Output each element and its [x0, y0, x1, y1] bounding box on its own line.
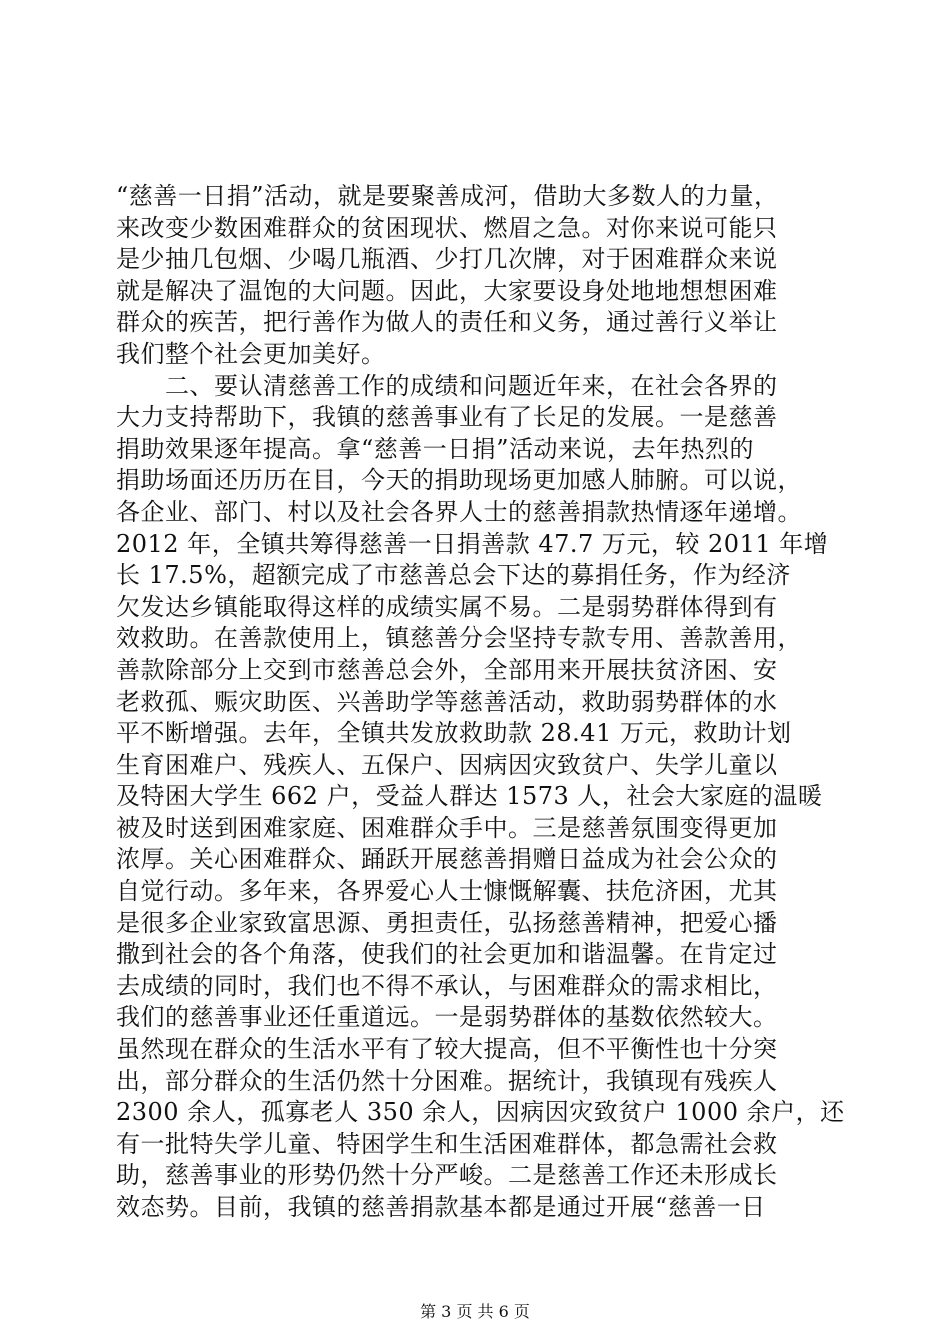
text-line: 被及时送到困难家庭、困难群众手中。三是慈善氛围变得更加 — [116, 813, 778, 842]
text-line: 来改变少数困难群众的贫困现状、燃眉之急。对你来说可能只 — [116, 213, 778, 242]
text-line: 群众的疾苦，把行善作为做人的责任和义务，通过善行义举让 — [116, 308, 778, 337]
text-line: 及特困大学生 662 户，受益人群达 1573 人，社会大家庭的温暖 — [116, 782, 823, 811]
text-line: 助，慈善事业的形势仍然十分严峻。二是慈善工作还未形成长 — [116, 1161, 778, 1190]
text-line: 生育困难户、残疾人、五保户、因病因灾致贫户、失学儿童以 — [116, 750, 778, 779]
text-line: 浓厚。关心困难群众、踊跃开展慈善捐赠日益成为社会公众的 — [116, 845, 778, 874]
body-text — [116, 181, 845, 1224]
text-line: 效救助。在善款使用上，镇慈善分会坚持专款专用、善款善用， — [116, 624, 802, 653]
text-line: 2012 年，全镇共筹得慈善一日捐善款 47.7 万元，较 2011 年增 — [116, 529, 829, 558]
text-line: 老救孤、赈灾助医、兴善助学等慈善活动，救助弱势群体的水 — [116, 687, 778, 716]
text-line: 是少抽几包烟、少喝几瓶酒、少打几次牌，对于困难群众来说 — [116, 245, 778, 274]
text-line: 二、要认清慈善工作的成绩和问题近年来，在社会各界的 — [116, 371, 778, 400]
text-line: 自觉行动。多年来，各界爱心人士慷慨解囊、扶危济困，尤其 — [116, 877, 778, 906]
text-line: 2300 余人，孤寡老人 350 余人，因病因灾致贫户 1000 余户，还 — [116, 1098, 845, 1127]
text-line: 欠发达乡镇能取得这样的成绩实属不易。二是弱势群体得到有 — [116, 592, 778, 621]
page-number-footer: 第 3 页 共 6 页 — [420, 1302, 530, 1321]
text-line: “慈善一日捐”活动，就是要聚善成河，借助大多数人的力量， — [116, 182, 779, 210]
text-line: 出，部分群众的生活仍然十分困难。据统计，我镇现有残疾人 — [116, 1066, 778, 1095]
text-line: 长 17.5%，超额完成了市慈善总会下达的募捐任务，作为经济 — [116, 561, 791, 590]
text-line: 捐助场面还历历在目，今天的捐助现场更加感人肺腑。可以说， — [116, 466, 802, 495]
text-line: 有一批特失学儿童、特困学生和生活困难群体，都急需社会救 — [116, 1129, 778, 1158]
text-line: 我们的慈善事业还任重道远。一是弱势群体的基数依然较大。 — [116, 1003, 778, 1032]
text-line: 效态势。目前，我镇的慈善捐款基本都是通过开展“慈善一日 — [116, 1193, 766, 1221]
text-line: 是很多企业家致富思源、勇担责任，弘扬慈善精神，把爱心播 — [116, 908, 778, 937]
text-line: 去成绩的同时，我们也不得不承认，与困难群众的需求相比， — [116, 971, 778, 1000]
text-line: 我们整个社会更加美好。 — [116, 339, 386, 368]
text-line: 捐助效果逐年提高。拿“慈善一日捐”活动来说，去年热烈的 — [116, 434, 755, 463]
text-line: 就是解决了温饱的大问题。因此，大家要设身处地地想想困难 — [116, 276, 778, 305]
text-line: 平不断增强。去年，全镇共发放救助款 28.41 万元，救助计划 — [116, 719, 792, 748]
text-line: 善款除部分上交到市慈善总会外，全部用来开展扶贫济困、安 — [116, 655, 778, 684]
text-line: 大力支持帮助下，我镇的慈善事业有了长足的发展。一是慈善 — [116, 403, 778, 432]
text-line: 撒到社会的各个角落，使我们的社会更加和谐温馨。在肯定过 — [116, 940, 778, 969]
text-line: 虽然现在群众的生活水平有了较大提高，但不平衡性也十分突 — [116, 1035, 778, 1064]
text-line: 各企业、部门、村以及社会各界人士的慈善捐款热情逐年递增。 — [116, 497, 802, 526]
